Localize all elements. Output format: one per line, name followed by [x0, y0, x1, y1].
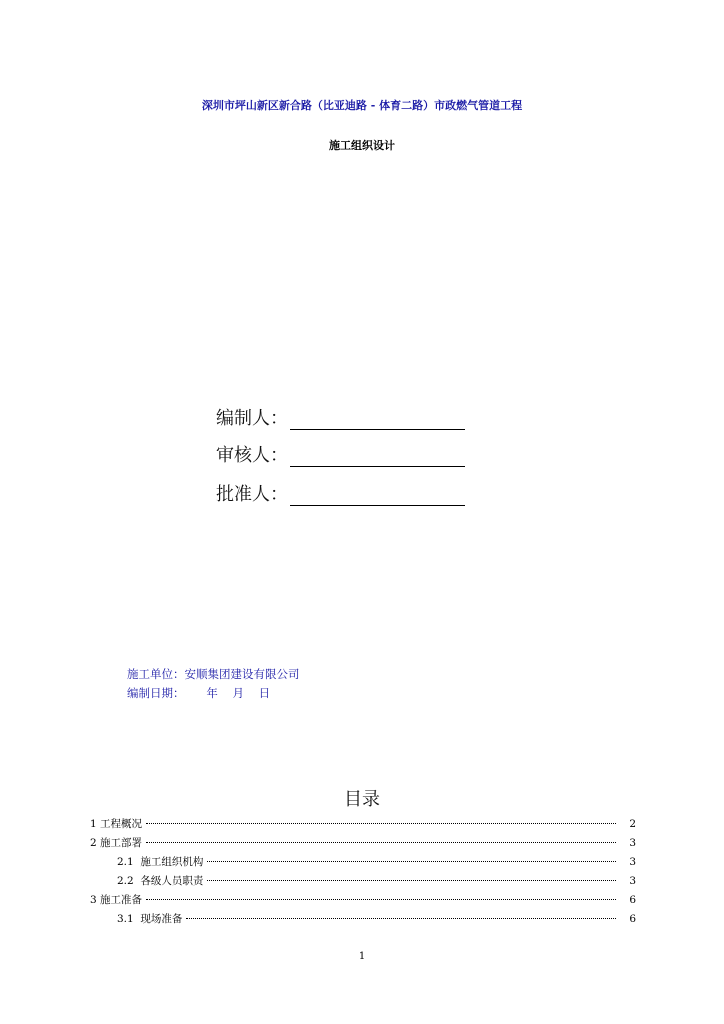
toc-number: 2 [90, 837, 97, 849]
toc-entry[interactable] [90, 835, 636, 854]
document-subtitle: 施工组织设计 [329, 139, 395, 152]
toc-leader [207, 880, 616, 881]
toc-text: 各级人员职责 [140, 875, 204, 887]
toc-leader [186, 918, 616, 919]
toc-entry[interactable] [90, 892, 636, 911]
toc-leader [146, 823, 616, 824]
document-title: 深圳市坪山新区新合路（比亚迪路 - 体育二路）市政燃气管道工程 [201, 99, 523, 112]
toc-text: 工程概况 [100, 818, 143, 830]
toc-number: 3.1 [117, 913, 134, 925]
construction-company: 施工单位：安顺集团建设有限公司 [127, 667, 300, 681]
toc-number: 2.1 [117, 856, 134, 868]
toc-text: 施工准备 [100, 894, 143, 906]
signature-line [290, 487, 465, 506]
toc-entry[interactable] [90, 854, 636, 873]
toc-number: 2.2 [117, 875, 134, 887]
signature-label: 批准人： [216, 484, 288, 505]
signature-line [290, 411, 465, 430]
signature-row-compiler [216, 404, 465, 430]
toc-page: 2 [629, 818, 636, 830]
toc-page: 6 [629, 913, 636, 925]
signature-row-approver [216, 480, 465, 506]
toc-page: 6 [629, 894, 636, 906]
toc-entry[interactable] [90, 911, 636, 930]
signature-label: 编制人： [216, 408, 288, 429]
toc-page: 3 [629, 837, 636, 849]
compile-date: 编制日期： 年 月 日 [127, 686, 271, 700]
toc-text: 施工组织机构 [140, 856, 204, 868]
toc-number: 1 [90, 818, 97, 830]
toc-title: 目录 [344, 789, 380, 810]
toc-text: 现场准备 [140, 913, 183, 925]
signature-row-reviewer [216, 441, 465, 467]
toc-entry[interactable] [90, 816, 636, 835]
toc-page: 3 [629, 856, 636, 868]
toc-leader [207, 861, 616, 862]
toc-text: 施工部署 [100, 837, 143, 849]
toc-entry[interactable] [90, 873, 636, 892]
toc-page: 3 [629, 875, 636, 887]
toc-leader [146, 842, 616, 843]
signature-label: 审核人： [216, 445, 288, 466]
toc-leader [146, 899, 616, 900]
toc-number: 3 [90, 894, 97, 906]
page-number: 1 [358, 951, 366, 962]
signature-line [290, 448, 465, 467]
table-of-contents [90, 816, 636, 930]
